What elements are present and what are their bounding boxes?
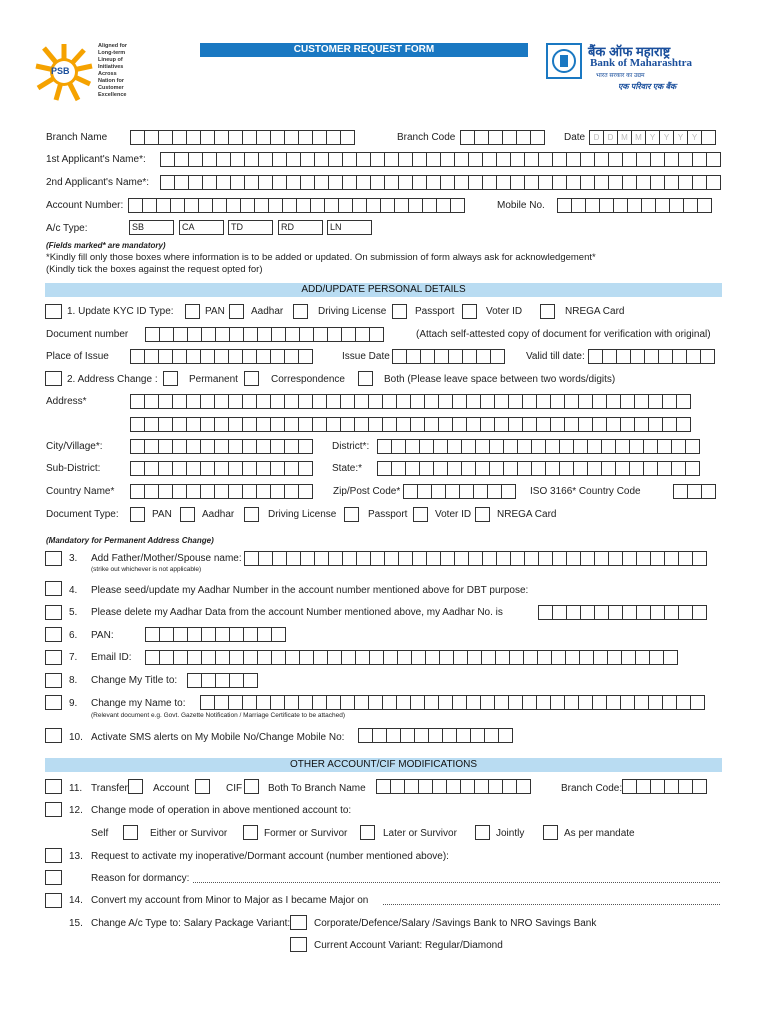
date-label: Date bbox=[564, 132, 586, 143]
kyc-pan-label: PAN bbox=[205, 306, 225, 317]
item10-boxes[interactable] bbox=[358, 728, 512, 743]
district-label: District*: bbox=[332, 441, 370, 452]
bank-slogan: एक परिवार एक बैंक bbox=[618, 82, 677, 91]
mandatory-note: (Fields marked* are mandatory) bbox=[46, 241, 166, 250]
account-number-boxes[interactable] bbox=[128, 198, 464, 213]
place-issue-label: Place of Issue bbox=[46, 351, 109, 362]
item3-note: (strike out whichever is not applicable) bbox=[91, 566, 202, 573]
applicant2-label: 2nd Applicant's Name*: bbox=[46, 177, 150, 188]
kyc-aadhar-checkbox[interactable] bbox=[229, 304, 244, 319]
item3-checkbox[interactable] bbox=[45, 551, 62, 566]
branch-name-transfer-boxes[interactable] bbox=[376, 779, 530, 794]
item15-label: Change A/c Type to: Salary Package Variant: bbox=[91, 918, 291, 929]
item12-number: 12. bbox=[69, 805, 83, 816]
kyc-nrega-label: NREGA Card bbox=[565, 306, 625, 317]
both-to-branch-label: Both To Branch Name bbox=[268, 783, 366, 794]
item15-number: 15. bbox=[69, 918, 83, 929]
major-date-line[interactable] bbox=[383, 904, 720, 905]
item3-number: 3. bbox=[69, 553, 78, 564]
issue-date-label: Issue Date bbox=[342, 351, 390, 362]
zip-boxes[interactable] bbox=[403, 484, 515, 499]
doc-number-boxes[interactable] bbox=[145, 327, 383, 342]
doc-voter-checkbox[interactable] bbox=[413, 507, 428, 522]
ac-type-td[interactable]: TD bbox=[228, 220, 273, 235]
psb-text: PSB bbox=[51, 66, 70, 76]
item8-boxes[interactable] bbox=[187, 673, 257, 688]
subdistrict-label: Sub-District: bbox=[46, 463, 101, 474]
iso-boxes[interactable] bbox=[673, 484, 715, 499]
subdistrict-boxes[interactable] bbox=[130, 461, 312, 476]
item11-checkbox[interactable] bbox=[45, 779, 62, 794]
kyc-nrega-checkbox[interactable] bbox=[540, 304, 555, 319]
ac-type-label: A/c Type: bbox=[46, 223, 88, 234]
place-issue-boxes[interactable] bbox=[130, 349, 312, 364]
kyc-aadhar-label: Aadhar bbox=[251, 306, 284, 317]
country-label: Country Name* bbox=[46, 486, 115, 497]
item5-boxes[interactable] bbox=[538, 605, 706, 620]
mode-mandate-label: As per mandate bbox=[564, 828, 635, 839]
item4-checkbox[interactable] bbox=[45, 581, 62, 596]
doc-nrega-checkbox[interactable] bbox=[475, 507, 490, 522]
cif-label: CIF bbox=[226, 783, 243, 794]
item7-boxes[interactable] bbox=[145, 650, 677, 665]
item4-number: 4. bbox=[69, 585, 78, 596]
address-line1-boxes[interactable] bbox=[130, 394, 690, 409]
item7-checkbox[interactable] bbox=[45, 650, 62, 665]
ac-type-ln[interactable]: LN bbox=[327, 220, 372, 235]
city-label: City/Village*: bbox=[46, 441, 103, 452]
doc-passport-checkbox[interactable] bbox=[344, 507, 359, 522]
kyc-dl-checkbox[interactable] bbox=[293, 304, 308, 319]
doc-type-label: Document Type: bbox=[46, 509, 119, 520]
issue-date-boxes[interactable] bbox=[392, 349, 504, 364]
valid-till-boxes[interactable] bbox=[588, 349, 714, 364]
transfer-branch-code-label: Branch Code: bbox=[561, 783, 623, 794]
item11-number: 11. bbox=[69, 783, 83, 794]
item7-number: 7. bbox=[69, 652, 78, 663]
both-checkbox[interactable] bbox=[358, 371, 373, 386]
account-label: Account bbox=[153, 783, 190, 794]
note-2: (Kindly tick the boxes against the request opted for) bbox=[46, 264, 263, 275]
item10-number: 10. bbox=[69, 732, 83, 743]
item6-number: 6. bbox=[69, 630, 78, 641]
kyc-pan-checkbox[interactable] bbox=[185, 304, 200, 319]
address-change-checkbox[interactable] bbox=[45, 371, 62, 386]
state-label: State:* bbox=[332, 463, 363, 474]
current-variant-checkbox[interactable] bbox=[290, 937, 307, 952]
bank-emblem bbox=[546, 43, 582, 79]
kyc-voter-checkbox[interactable] bbox=[462, 304, 477, 319]
mode-self-label: Self bbox=[91, 828, 109, 839]
item9-number: 9. bbox=[69, 698, 78, 709]
applicant1-label: 1st Applicant's Name*: bbox=[46, 154, 146, 165]
item8-checkbox[interactable] bbox=[45, 673, 62, 688]
branch-code-label: Branch Code bbox=[397, 132, 456, 143]
country-boxes[interactable] bbox=[130, 484, 312, 499]
mode-self-checkbox[interactable] bbox=[123, 825, 138, 840]
mode-former-label: Former or Survivor bbox=[264, 828, 348, 839]
city-boxes[interactable] bbox=[130, 439, 312, 454]
reason-line[interactable] bbox=[193, 882, 720, 883]
doc-aadhar-label: Aadhar bbox=[202, 509, 235, 520]
item13-number: 13. bbox=[69, 851, 83, 862]
attach-note: (Attach self-attested copy of document for verification with original) bbox=[416, 329, 711, 340]
item14-checkbox[interactable] bbox=[45, 893, 62, 908]
doc-nrega-label: NREGA Card bbox=[497, 509, 557, 520]
doc-voter-label: Voter ID bbox=[435, 509, 472, 520]
mode-jointly-label: Jointly bbox=[496, 828, 525, 839]
item12-label: Change mode of operation in above mentioned account to: bbox=[91, 805, 352, 816]
kyc-voter-label: Voter ID bbox=[486, 306, 523, 317]
mode-former-checkbox[interactable] bbox=[360, 825, 375, 840]
address-line2-boxes[interactable] bbox=[130, 417, 690, 432]
permanent-label: Permanent bbox=[189, 374, 238, 385]
item6-label: PAN: bbox=[91, 630, 114, 641]
permanent-mandatory-note: (Mandatory for Permanent Address Change) bbox=[46, 536, 214, 545]
permanent-checkbox[interactable] bbox=[163, 371, 178, 386]
doc-number-label: Document number bbox=[46, 329, 129, 340]
kyc-passport-checkbox[interactable] bbox=[392, 304, 407, 319]
item5-label: Please delete my Aadhar Data from the account Number mentioned above, my Aadhar No. is bbox=[91, 607, 503, 618]
date-boxes[interactable]: D D M M Y Y Y Y bbox=[589, 130, 715, 145]
branch-name-label: Branch Name bbox=[46, 132, 108, 143]
item9-label: Change my Name to: bbox=[91, 698, 186, 709]
zip-label: Zip/Post Code* bbox=[333, 486, 401, 497]
item7-label: Email ID: bbox=[91, 652, 132, 663]
mobile-label: Mobile No. bbox=[497, 200, 545, 211]
ac-type-ca[interactable]: CA bbox=[179, 220, 224, 235]
ac-type-rd[interactable]: RD bbox=[278, 220, 323, 235]
item3-boxes[interactable] bbox=[244, 551, 706, 566]
address-label: Address* bbox=[46, 396, 87, 407]
ac-type-sb[interactable]: SB bbox=[129, 220, 174, 235]
item9-note: (Relevant document e.g. Govt. Gazette Notification / Marriage Certificate to be attached) bbox=[91, 712, 345, 719]
mode-either-checkbox[interactable] bbox=[243, 825, 258, 840]
kyc-label: 1. Update KYC ID Type: bbox=[67, 306, 174, 317]
section-personal-details: ADD/UPDATE PERSONAL DETAILS bbox=[45, 283, 722, 297]
item12-checkbox[interactable] bbox=[45, 802, 62, 817]
item14-number: 14. bbox=[69, 895, 83, 906]
mode-either-label: Either or Survivor bbox=[150, 828, 228, 839]
kyc-dl-label: Driving License bbox=[318, 306, 387, 317]
transfer-branch-code-boxes[interactable] bbox=[622, 779, 706, 794]
mode-later-label: Later or Survivor bbox=[383, 828, 457, 839]
doc-pan-label: PAN bbox=[152, 509, 172, 520]
branch-name-boxes[interactable] bbox=[130, 130, 354, 145]
note-1: *Kindly fill only those boxes where information is to be added or updated. On submission of form always ask for acknowledgement* bbox=[46, 252, 596, 263]
item6-checkbox[interactable] bbox=[45, 627, 62, 642]
current-variant-label: Current Account Variant: Regular/Diamond bbox=[314, 940, 503, 951]
salary-variant-label: Corporate/Defence/Salary /Savings Bank to NRO Savings Bank bbox=[314, 918, 597, 929]
doc-dl-checkbox[interactable] bbox=[244, 507, 259, 522]
doc-aadhar-checkbox[interactable] bbox=[180, 507, 195, 522]
correspondence-label: Correspondence bbox=[271, 374, 345, 385]
logo-tagline: Aligned for Long-term Lineup of Initiatives Across Nation for Customer Excellence bbox=[98, 43, 128, 98]
form-title: CUSTOMER REQUEST FORM bbox=[200, 43, 528, 57]
item8-label: Change My Title to: bbox=[91, 675, 178, 686]
account-number-label: Account Number: bbox=[46, 200, 124, 211]
transfer-label: Transfer bbox=[91, 783, 128, 794]
both-label: Both (Please leave space between two words/digits) bbox=[384, 374, 616, 385]
item5-checkbox[interactable] bbox=[45, 605, 62, 620]
mode-later-checkbox[interactable] bbox=[475, 825, 490, 840]
bank-hindi-sub: भारत सरकार का उद्यम bbox=[596, 73, 645, 79]
doc-dl-label: Driving License bbox=[268, 509, 337, 520]
item4-label: Please seed/update my Aadhar Number in the account number mentioned above for DBT purpose: bbox=[91, 585, 529, 596]
applicant1-boxes[interactable] bbox=[160, 152, 720, 167]
valid-till-label: Valid till date: bbox=[526, 351, 585, 362]
transfer-account-checkbox[interactable] bbox=[128, 779, 143, 794]
address-change-label: 2. Address Change : bbox=[67, 374, 158, 385]
item13-checkbox[interactable] bbox=[45, 848, 62, 863]
item13-label: Request to activate my inoperative/Dormant account (number mentioned above): bbox=[91, 851, 449, 862]
bank-hindi-name: बैंक ऑफ महाराष्ट्र bbox=[588, 44, 671, 59]
applicant2-boxes[interactable] bbox=[160, 175, 720, 190]
mobile-boxes[interactable] bbox=[557, 198, 711, 213]
doc-pan-checkbox[interactable] bbox=[130, 507, 145, 522]
item10-checkbox[interactable] bbox=[45, 728, 62, 743]
item9-boxes[interactable] bbox=[200, 695, 704, 710]
state-boxes[interactable] bbox=[377, 461, 699, 476]
transfer-cif-checkbox[interactable] bbox=[195, 779, 210, 794]
psb-logo bbox=[34, 42, 94, 102]
salary-variant-checkbox[interactable] bbox=[290, 915, 307, 930]
item5-number: 5. bbox=[69, 607, 78, 618]
iso-label: ISO 3166* Country Code bbox=[530, 486, 641, 497]
item6-boxes[interactable] bbox=[145, 627, 285, 642]
branch-code-boxes[interactable] bbox=[460, 130, 544, 145]
item8-number: 8. bbox=[69, 675, 78, 686]
section-other-modifications: OTHER ACCOUNT/CIF MODIFICATIONS bbox=[45, 758, 722, 772]
item9-checkbox[interactable] bbox=[45, 695, 62, 710]
item10-label: Activate SMS alerts on My Mobile No/Change Mobile No: bbox=[91, 732, 345, 743]
reason-label: Reason for dormancy: bbox=[91, 873, 190, 884]
item14-label: Convert my account from Minor to Major as I became Major on bbox=[91, 895, 369, 906]
item3-label: Add Father/Mother/Spouse name: bbox=[91, 553, 242, 564]
reason-checkbox[interactable] bbox=[45, 870, 62, 885]
bank-english-name: Bank of Maharashtra bbox=[590, 57, 693, 69]
mode-jointly-checkbox[interactable] bbox=[543, 825, 558, 840]
kyc-checkbox[interactable] bbox=[45, 304, 62, 319]
correspondence-checkbox[interactable] bbox=[244, 371, 259, 386]
transfer-both-checkbox[interactable] bbox=[244, 779, 259, 794]
kyc-passport-label: Passport bbox=[415, 306, 455, 317]
district-boxes[interactable] bbox=[377, 439, 699, 454]
doc-passport-label: Passport bbox=[368, 509, 408, 520]
